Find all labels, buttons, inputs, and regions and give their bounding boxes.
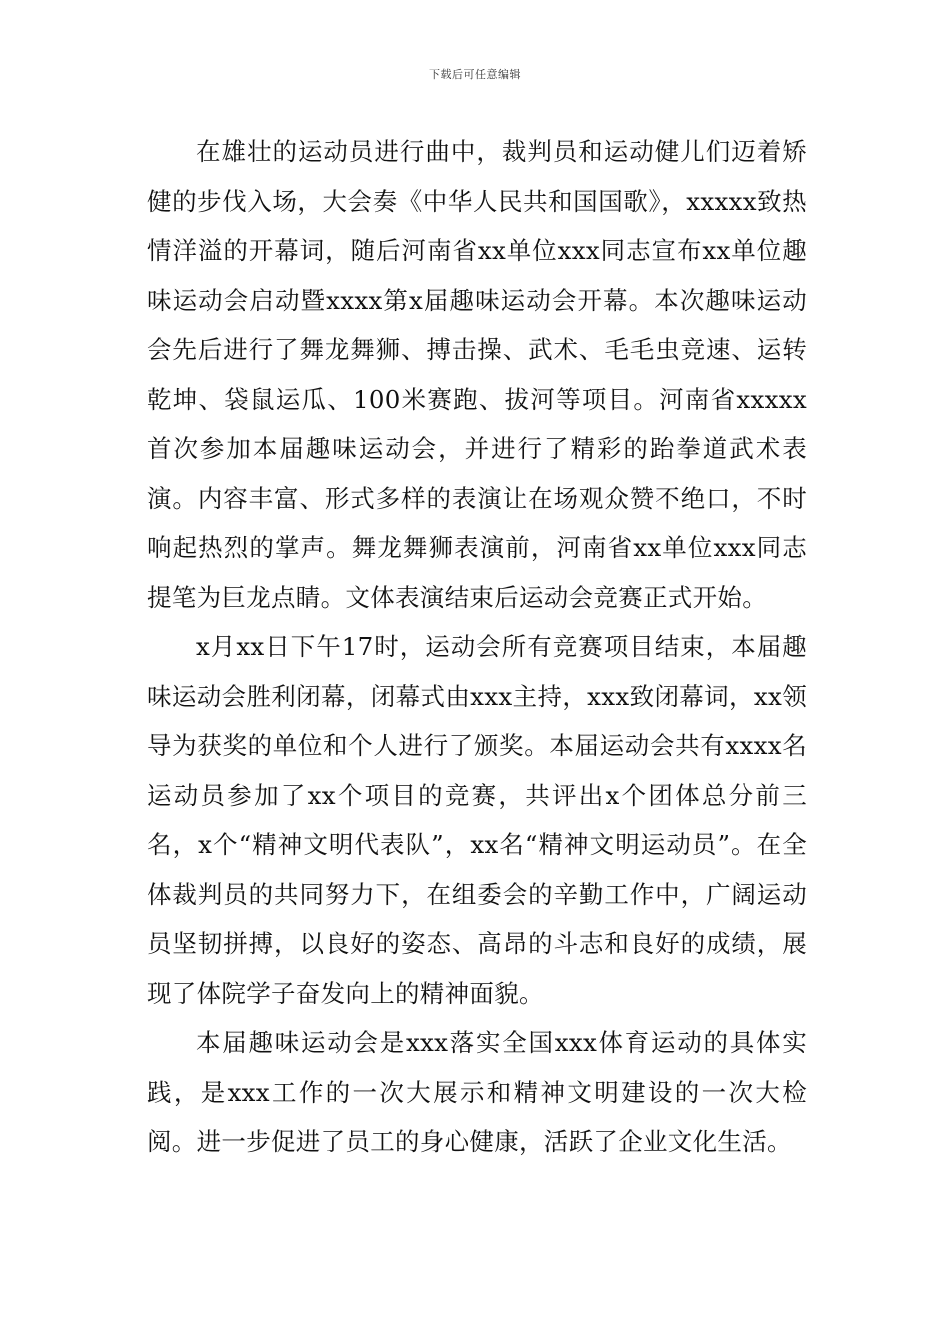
document-body — [147, 127, 807, 1167]
page-header-note: 下载后可任意编辑 — [429, 68, 521, 81]
paragraph-closing-ceremony: x月xx日下午17时，运动会所有竞赛项目结束，本届趣味运动会胜利闭幕，闭幕式由xxx主持，xxx致闭幕词，xx领导为获奖的单位和个人进行了颁奖。本届运动会共有xxxx名运动员参加了xx个项目的竞赛，共评出x个团体总分前三名，x个“精神文明代表队”，xx名“精神文明运动员”。在全体裁判员的共同努力下，在组委会的辛勤工作中，广阔运动员坚韧拼搏，以良好的姿态、高昂的斗志和良好的成绩，展现了体院学子奋发向上的精神面貌。 — [147, 632, 807, 1008]
paragraph-conclusion: 本届趣味运动会是xxx落实全国xxx体育运动的具体实践，是xxx工作的一次大展示和精神文明建设的一次大检阅。进一步促进了员工的身心健康，活跃了企业文化生活。 — [147, 1028, 807, 1156]
paragraph-opening-ceremony: 在雄壮的运动员进行曲中，裁判员和运动健儿们迈着矫健的步伐入场，大会奏《中华人民共和国国歌》，xxxxx致热情洋溢的开幕词，随后河南省xx单位xxx同志宣布xx单位趣味运动会启动暨xxxx第x届趣味运动会开幕。本次趣味运动会先后进行了舞龙舞狮、搏击操、武术、毛毛虫竞速、运转乾坤、袋鼠运瓜、100米赛跑、拔河等项目。河南省xxxxx首次参加本届趣味运动会，并进行了精彩的跆拳道武术表演。内容丰富、形式多样的表演让在场观众赞不绝口，不时响起热烈的掌声。舞龙舞狮表演前，河南省xx单位xxx同志提笔为巨龙点睛。文体表演结束后运动会竞赛正式开始。 — [147, 137, 807, 612]
